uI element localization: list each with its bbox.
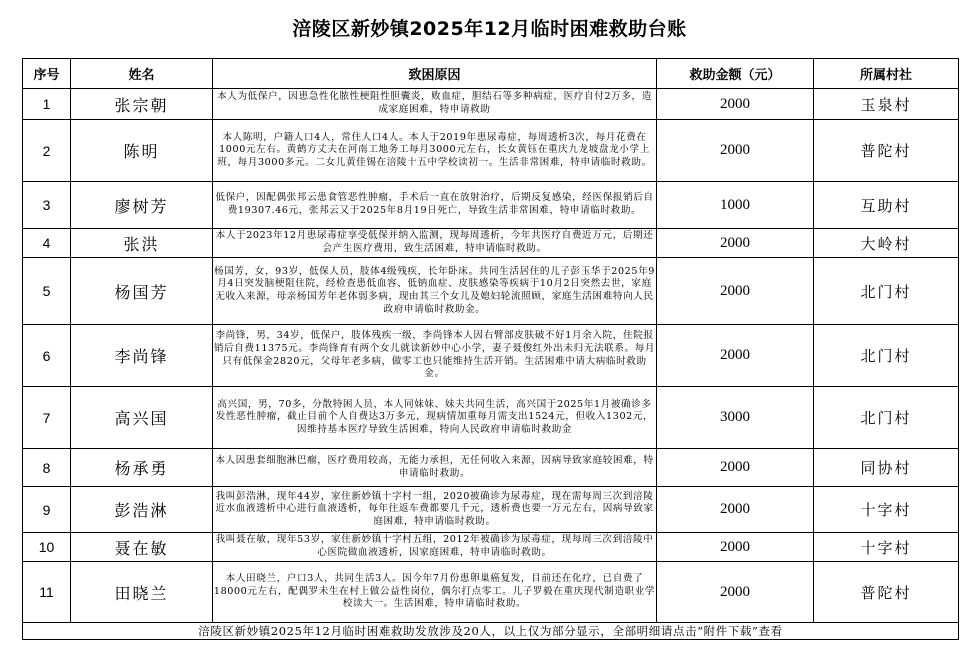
table-row	[23, 89, 959, 120]
row-amount: 2000	[657, 120, 814, 182]
row-village: 普陀村	[814, 562, 959, 623]
header-seq: 序号	[23, 59, 71, 89]
row-name: 彭浩淋	[71, 487, 213, 533]
row-seq: 11	[23, 562, 71, 623]
row-name: 杨国芳	[71, 258, 213, 325]
table-row	[23, 562, 959, 623]
row-seq: 8	[23, 449, 71, 487]
row-seq: 5	[23, 258, 71, 325]
row-reason: 本人田晓兰，户口3人，共同生活3人。因今年7月份患卵巢癌复发，目前还在化疗，已自费了18000元左右，配偶罗未生在村上做公益性岗位，偶尔打点零工。儿子罗毅在重庆现代制造职业学校读大一。生活困难，特申请临时救助。	[213, 562, 657, 623]
row-seq: 3	[23, 182, 71, 229]
header-name: 姓名	[71, 59, 213, 89]
row-village: 北门村	[814, 258, 959, 325]
row-reason: 我叫聂在敏，现年53岁，家住新妙镇十字村五组，2012年被确诊为尿毒症，现每周三次到涪陵中心医院做血液透析，因家庭困难，特申请临时救助。	[213, 533, 657, 562]
table-row	[23, 449, 959, 487]
table-row	[23, 387, 959, 449]
row-reason: 李尚锋，男，34岁，低保户，肢体残疾一级，李尚锋本人因右臂部皮肤破不好1月余入院，住院报销后自费11375元。李尚锋育有两个女儿就读新妙中心小学，妻子聂俊红外出未归无法联系。每月只有低保金2820元，父母年老多病，做零工也只能维持生活开销。生活困难中请大病临时救助金。	[213, 325, 657, 387]
row-reason: 本人为低保户，因患急性化脓性梗阻性胆囊炎，败血症，胆结石等多种病症，医疗自付2万多，造成家庭困难，特申请救助	[213, 89, 657, 120]
row-village: 大岭村	[814, 229, 959, 258]
row-name: 陈明	[71, 120, 213, 182]
row-amount: 3000	[657, 387, 814, 449]
row-reason: 我叫彭浩淋，现年44岁，家住新妙镇十字村一组，2020被确诊为尿毒症，现在需每周三次到涪陵近水血液透析中心进行血液透析，每年往返车费都要几千元，透析费也要一万元左右，因病导致家庭困难，特申请临时救助。	[213, 487, 657, 533]
row-amount: 2000	[657, 258, 814, 325]
page-title: 涪陵区新妙镇2025年12月临时困难救助台账	[292, 18, 687, 40]
row-name: 张洪	[71, 229, 213, 258]
row-amount: 2000	[657, 229, 814, 258]
row-name: 张宗朝	[71, 89, 213, 120]
row-name: 李尚锋	[71, 325, 213, 387]
row-seq: 7	[23, 387, 71, 449]
row-seq: 2	[23, 120, 71, 182]
header-amount: 救助金额（元）	[657, 59, 814, 89]
table-row	[23, 182, 959, 229]
table-row	[23, 229, 959, 258]
row-reason: 高兴国，男，70多，分散特困人员，本人同妹妹、妹夫共同生活，高兴国于2025年1月被确诊多发性恶性肿瘤，截止目前个人自费达3万多元，现病情加重每月需支出1524元，但收入1302元，因维持基本医疗导致生活困难，特向人民政府申请临时救助金	[213, 387, 657, 449]
row-amount: 2000	[657, 562, 814, 623]
row-name: 聂在敏	[71, 533, 213, 562]
row-village: 同协村	[814, 449, 959, 487]
row-amount: 2000	[657, 325, 814, 387]
row-name: 杨承勇	[71, 449, 213, 487]
table-row	[23, 258, 959, 325]
row-amount: 2000	[657, 487, 814, 533]
row-name: 田晓兰	[71, 562, 213, 623]
row-seq: 10	[23, 533, 71, 562]
row-seq: 1	[23, 89, 71, 120]
row-reason: 本人陈明，户籍人口4人，常住人口4人。本人于2019年患尿毒症，每周透析3次，每月花费在1000元左右。黄鹤方丈夫在河南工地务工每月3000元左右，长女黄钰在重庆九龙坡盘龙小学上班，每月3000多元。二女儿黄佳锡在涪陵十五中学校读初一。生活非常困难，特申请临时救助。	[213, 120, 657, 182]
header-reason: 致困原因	[213, 59, 657, 89]
row-amount: 2000	[657, 533, 814, 562]
row-reason: 杨国芳，女，93岁，低保人员，肢体4级残疾，长年卧床。共同生活居住的儿子彭玉华于2025年9月4日突发脑梗阻住院，经检查患低血容、低钠血症、皮肤感染等疾病于10月2日突然去世，家庭无收入来源，母亲杨国芳年老体弱多病，现由其三个女儿及媳妇轮流照顾，家庭生活困难特向人民政府申请临时救助金。	[213, 258, 657, 325]
row-reason: 本人于2023年12月患尿毒症享受低保并纳入监测，现每周透析，今年共医疗自费近万元，后期还会产生医疗费用，致生活困难，特申请临时救助。	[213, 229, 657, 258]
row-name: 高兴国	[71, 387, 213, 449]
row-amount: 1000	[657, 182, 814, 229]
row-seq: 6	[23, 325, 71, 387]
table-row	[23, 325, 959, 387]
row-village: 互助村	[814, 182, 959, 229]
row-reason: 本人因患套细胞淋巴瘤，医疗费用较高，无能力承担，无任何收入来源，因病导致家庭较困难，特申请临时救助。	[213, 449, 657, 487]
footer-note: 涪陵区新妙镇2025年12月临时困难救助发放涉及20人，以上仅为部分显示，全部明细请点击“附件下载”查看	[23, 623, 959, 640]
header-village: 所属村社	[814, 59, 959, 89]
row-name: 廖树芳	[71, 182, 213, 229]
row-village: 普陀村	[814, 120, 959, 182]
row-seq: 4	[23, 229, 71, 258]
row-village: 十字村	[814, 487, 959, 533]
row-amount: 2000	[657, 89, 814, 120]
table-footer-row	[23, 623, 959, 640]
row-amount: 2000	[657, 449, 814, 487]
row-village: 北门村	[814, 387, 959, 449]
row-village: 北门村	[814, 325, 959, 387]
row-seq: 9	[23, 487, 71, 533]
relief-ledger-table	[22, 58, 959, 640]
row-reason: 低保户，因配偶张邦云患食管恶性肿瘤，手术后一直在放射治疗，后期反复感染，经医保报销后自费19307.46元，张邦云又于2025年8月19日死亡，导致生活非常困难，特申请临时救助。	[213, 182, 657, 229]
row-village: 玉泉村	[814, 89, 959, 120]
table-row	[23, 120, 959, 182]
table-header-row	[23, 59, 959, 89]
table-row	[23, 487, 959, 533]
row-village: 十字村	[814, 533, 959, 562]
table-row	[23, 533, 959, 562]
